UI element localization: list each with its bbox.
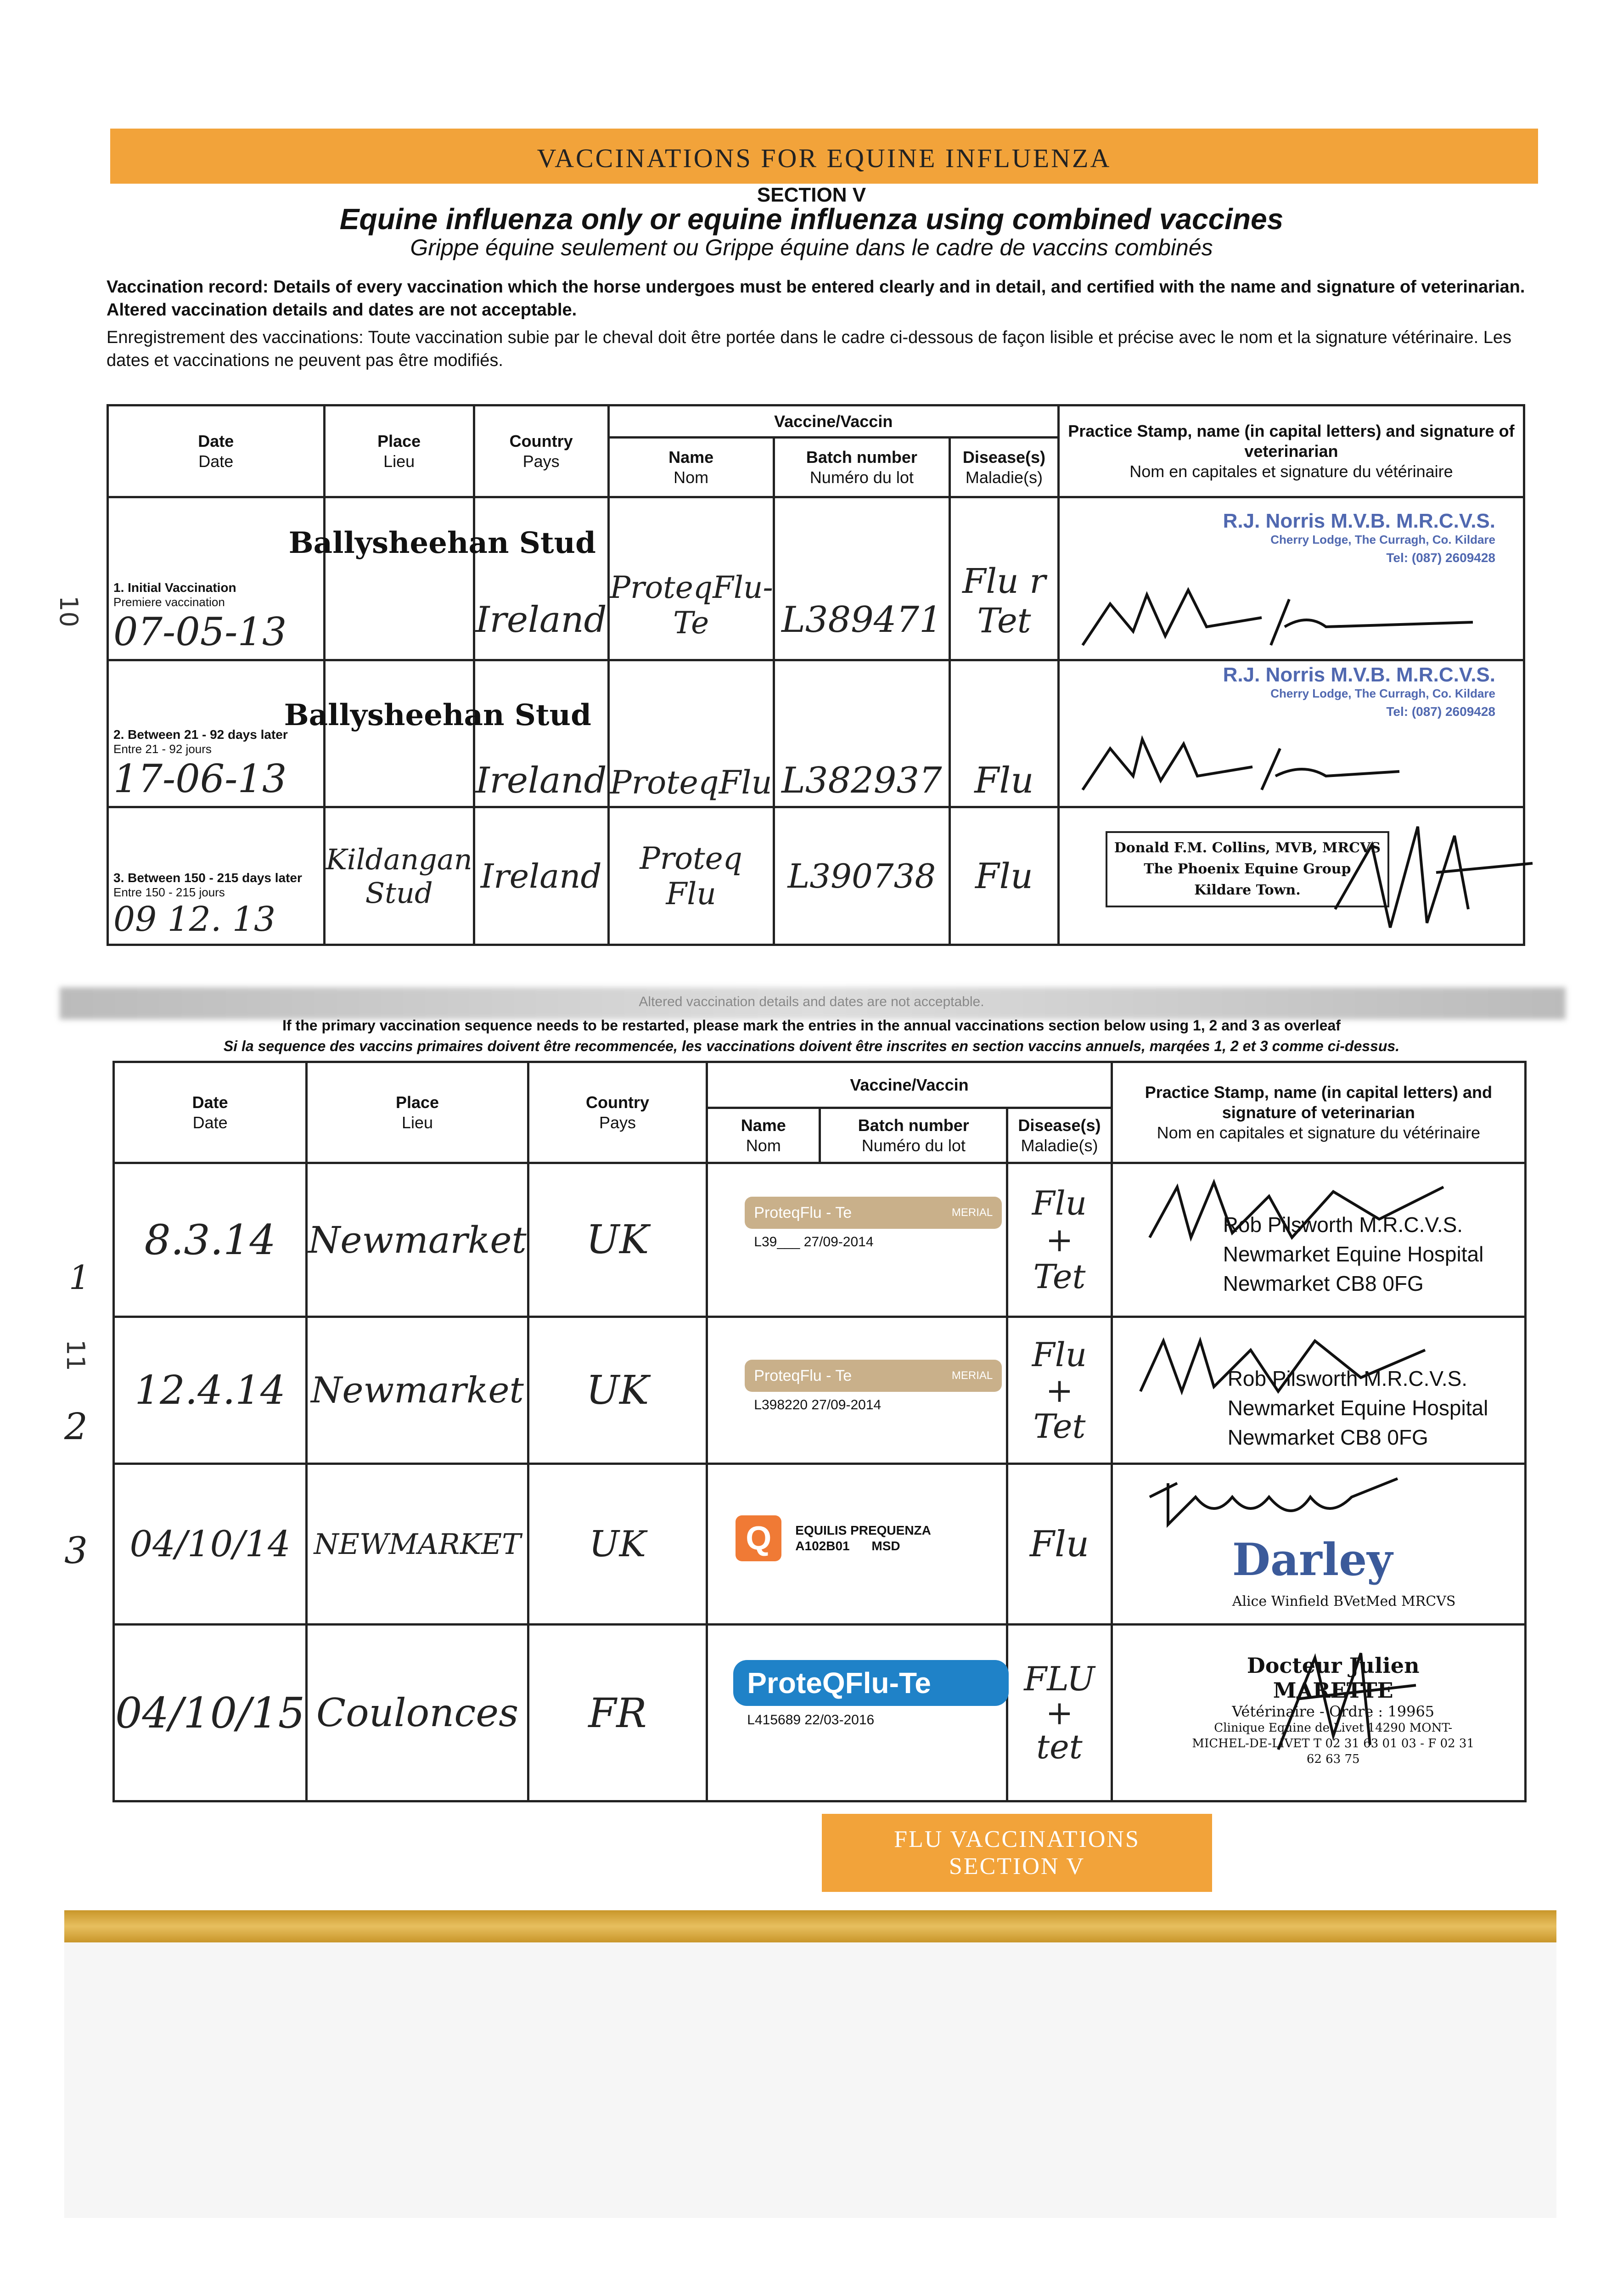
table-row xyxy=(108,660,1524,807)
place-cell: Coulonces xyxy=(307,1625,528,1801)
vet-name: Donald F.M. Collins, MVB, MRCVS xyxy=(1114,840,1381,856)
country-cell: FR xyxy=(528,1625,707,1801)
vet-signature xyxy=(1069,721,1482,804)
vet-name: Rob Pilsworth M.R.C.V.S. xyxy=(1227,1367,1468,1390)
row-mark-2: 2 xyxy=(64,1405,88,1448)
vaccine-label-cell xyxy=(707,1464,1007,1625)
vaccine-label-cell xyxy=(707,1625,1007,1801)
practice-stamp-cell xyxy=(1058,807,1524,945)
header-place: Place Lieu xyxy=(307,1062,528,1163)
practice-stamp-cell xyxy=(1112,1625,1525,1801)
vet-postcode: Newmarket CB8 0FG xyxy=(1223,1272,1424,1295)
place-cell: Newmarket xyxy=(307,1163,528,1317)
vaccination-date: 17-06-13 xyxy=(113,756,287,801)
vaccine-sticker xyxy=(733,1660,1009,1747)
disease-cell: Flu xyxy=(950,807,1059,945)
sticker-name: ProteqFlu - Te xyxy=(754,1367,852,1384)
vaccination-date: 09 12. 13 xyxy=(113,900,276,939)
vaccine-sticker xyxy=(736,1511,993,1566)
place-stamp: Ballysheehan Stud xyxy=(288,526,596,560)
q-logo-icon: Q xyxy=(736,1515,781,1561)
batch-number-cell: L382937 xyxy=(774,660,949,807)
vaccination-date: 04/10/14 xyxy=(114,1464,307,1625)
vet-address: Newmarket Equine Hospital xyxy=(1223,1242,1484,1266)
sticker-batch: L39___ 27/09-2014 xyxy=(754,1234,874,1249)
vet-signature xyxy=(1140,1469,1462,1534)
vaccination-date: 8.3.14 xyxy=(114,1163,307,1317)
disease-cell: Flu xyxy=(1007,1464,1112,1625)
table-row xyxy=(114,1163,1526,1317)
notice-restart-french: Si la sequence des vaccins primaires doivent être recommencée, les vaccinations doivent être inscrites en section vaccins annuels, marqées 1, 2 et 3 comme ci-dessus. xyxy=(223,1038,1400,1054)
vaccine-label-cell xyxy=(707,1163,1007,1317)
header-practice-stamp: Practice Stamp, name (in capital letters) and signature of veterinarian Nom en capitales et signature du vétérinaire xyxy=(1058,405,1524,497)
table-row xyxy=(114,1625,1526,1801)
disease-cell: Flu r Tet xyxy=(950,497,1059,660)
header-name: Name Nom xyxy=(707,1108,820,1163)
vet-phone: Tel: (087) 2609428 xyxy=(1386,551,1495,565)
header-date: Date Date xyxy=(114,1062,307,1163)
footer-tab-line2: SECTION V xyxy=(949,1853,1085,1880)
place-stamp: Ballysheehan Stud xyxy=(284,698,591,732)
header-batch: Batch number Numéro du lot xyxy=(774,438,949,497)
vet-name: R.J. Norris M.V.B. M.R.C.V.S. xyxy=(1223,510,1495,532)
footer-tab xyxy=(822,1814,1212,1892)
sticker-name: ProteqFlu - Te xyxy=(754,1204,852,1221)
vet-address: Cherry Lodge, The Curragh, Co. Kildare xyxy=(1270,533,1495,546)
header-disease: Disease(s) Maladie(s) xyxy=(950,438,1059,497)
vet-name: Alice Winfield BVetMed MRCVS xyxy=(1232,1593,1456,1609)
table-row xyxy=(108,807,1524,945)
sticker-brand: MERIAL xyxy=(951,1206,993,1219)
disease-cell: FLU + tet xyxy=(1007,1625,1112,1801)
bottom-panel xyxy=(64,1942,1556,2218)
header-practice-stamp: Practice Stamp, name (in capital letters) and signature of veterinarian Nom en capitales et signature du vétérinaire xyxy=(1112,1062,1525,1163)
place-cell: NEWMARKET xyxy=(307,1464,528,1625)
primary-date-cell: 2. Between 21 - 92 days later Entre 21 - 92 jours 17-06-13 xyxy=(108,660,325,807)
country-cell: UK xyxy=(528,1464,707,1625)
header-country: Country Pays xyxy=(528,1062,707,1163)
country-cell: UK xyxy=(528,1163,707,1317)
place-cell: Kildangan Stud xyxy=(324,807,474,945)
vet-phone: Tel: (087) 2609428 xyxy=(1386,704,1495,719)
vet-town: Kildare Town. xyxy=(1194,882,1301,898)
footer-tab-line1: FLU VACCINATIONS xyxy=(894,1826,1140,1852)
intro-english: Vaccination record: Details of every vaccination which the horse undergoes must be entered clearly and in detail, and certified with the name and signature of veterinarian. Altered vaccination details and dates are not acceptable. xyxy=(107,277,1525,320)
vaccine-name-cell: Proteq Flu xyxy=(608,807,774,945)
batch-number-cell: L389471 xyxy=(774,497,949,660)
vet-name: R.J. Norris M.V.B. M.R.C.V.S. xyxy=(1223,664,1495,686)
row-mark-3: 3 xyxy=(64,1529,88,1572)
country-cell: Ireland xyxy=(474,497,608,660)
practice-stamp-cell xyxy=(1112,1163,1525,1317)
notice-restart-english: If the primary vaccination sequence needs to be restarted, please mark the entries in the annual vaccinations section below using 1, 2 and 3 as overleaf xyxy=(282,1017,1341,1034)
vaccine-name-cell: ProteqFlu xyxy=(608,660,774,807)
header-vaccine: Vaccine/Vaccin xyxy=(707,1062,1112,1108)
bottom-bar xyxy=(64,1910,1556,1942)
sticker-batch: L398220 27/09-2014 xyxy=(754,1397,882,1412)
vaccination-date: 12.4.14 xyxy=(114,1317,307,1464)
vet-signature xyxy=(1069,567,1482,654)
page-number-11: 11 xyxy=(61,1339,90,1371)
country-cell: Ireland xyxy=(474,807,608,945)
primary-date-cell: 3. Between 150 - 215 days later Entre 150 - 215 jours 09 12. 13 xyxy=(108,807,325,945)
vaccine-sticker xyxy=(745,1192,1002,1261)
notice-altered-text: Altered vaccination details and dates are not acceptable. xyxy=(639,994,984,1009)
vet-signature xyxy=(1251,1644,1434,1763)
sticker-batch: L415689 22/03-2016 xyxy=(747,1712,875,1728)
vet-signature xyxy=(1317,817,1537,937)
header-name: Name Nom xyxy=(608,438,774,497)
vet-address: The Phoenix Equine Group xyxy=(1144,861,1351,877)
header-disease: Disease(s) Maladie(s) xyxy=(1007,1108,1112,1163)
vet-order: Vétérinaire - Ordre : 19965 xyxy=(1232,1703,1435,1720)
country-cell: UK xyxy=(528,1317,707,1464)
intro-french: Enregistrement des vaccinations: Toute vaccination subie par le cheval doit être portée dans le cadre ci-dessous de façon lisible et précise avec le nom et la signature vétérinaire. Les dates et vaccinations ne peuvent pas être modifiés. xyxy=(107,328,1512,370)
table-row xyxy=(114,1464,1526,1625)
disease-cell: Flu xyxy=(950,660,1059,807)
country-cell: Ireland xyxy=(474,660,608,807)
sticker-batch: A102B01 xyxy=(795,1539,850,1553)
primary-vaccination-table xyxy=(107,404,1525,946)
vet-postcode: Newmarket CB8 0FG xyxy=(1227,1425,1428,1449)
disease-cell: Flu + Tet xyxy=(1007,1317,1112,1464)
vaccine-name-cell: ProteqFlu-Te xyxy=(608,497,774,660)
vaccination-date: 04/10/15 xyxy=(114,1625,307,1801)
header-date: Date Date xyxy=(108,405,325,497)
place-cell: Newmarket xyxy=(307,1317,528,1464)
page-title: VACCINATIONS FOR EQUINE INFLUENZA xyxy=(537,143,1112,173)
annual-vaccination-table xyxy=(112,1061,1527,1802)
sticker-brand: MSD xyxy=(871,1539,900,1553)
page-number-10: 10 xyxy=(54,596,83,627)
practice-stamp-cell xyxy=(1058,660,1524,807)
darley-logo: Darley xyxy=(1232,1534,1393,1586)
sticker-name: EQUILIS PREQUENZA xyxy=(795,1523,931,1537)
vet-address: Clinique Equine de Livet 14290 MONT-MICHEL-DE-LIVET T 02 31 63 01 03 - F 02 31 62 63 75 xyxy=(1192,1721,1475,1766)
vet-address: Newmarket Equine Hospital xyxy=(1227,1396,1488,1420)
practice-stamp-cell xyxy=(1058,497,1524,660)
vaccine-label-cell xyxy=(707,1317,1007,1464)
header-country: Country Pays xyxy=(474,405,608,497)
batch-number-cell: L390738 xyxy=(774,807,949,945)
header-batch: Batch number Numéro du lot xyxy=(820,1108,1007,1163)
disease-cell: Flu + Tet xyxy=(1007,1163,1112,1317)
header-vaccine: Vaccine/Vaccin xyxy=(608,405,1058,438)
vaccine-sticker xyxy=(745,1355,1002,1424)
row-mark-1: 1 xyxy=(69,1258,90,1297)
heading-english: Equine influenza only or equine influenza using combined vaccines xyxy=(339,203,1284,236)
section-label: SECTION V xyxy=(757,184,866,206)
vet-address: Cherry Lodge, The Curragh, Co. Kildare xyxy=(1270,687,1495,700)
sticker-name: ProteQFlu-Te xyxy=(747,1666,931,1699)
table-row xyxy=(108,497,1524,660)
vet-name: Rob Pilsworth M.R.C.V.S. xyxy=(1223,1213,1463,1237)
vet-name: Docteur Julien MARETTE xyxy=(1247,1653,1420,1703)
vaccination-date: 07-05-13 xyxy=(113,609,287,654)
sticker-brand: MERIAL xyxy=(951,1369,993,1382)
practice-stamp-cell xyxy=(1112,1317,1525,1464)
header-place: Place Lieu xyxy=(324,405,474,497)
practice-stamp-cell xyxy=(1112,1464,1525,1625)
table-row xyxy=(114,1317,1526,1464)
primary-date-cell: 1. Initial Vaccination Premiere vaccination 07-05-13 xyxy=(108,497,325,660)
heading-french: Grippe équine seulement ou Grippe équine dans le cadre de vaccins combinés xyxy=(410,235,1213,260)
